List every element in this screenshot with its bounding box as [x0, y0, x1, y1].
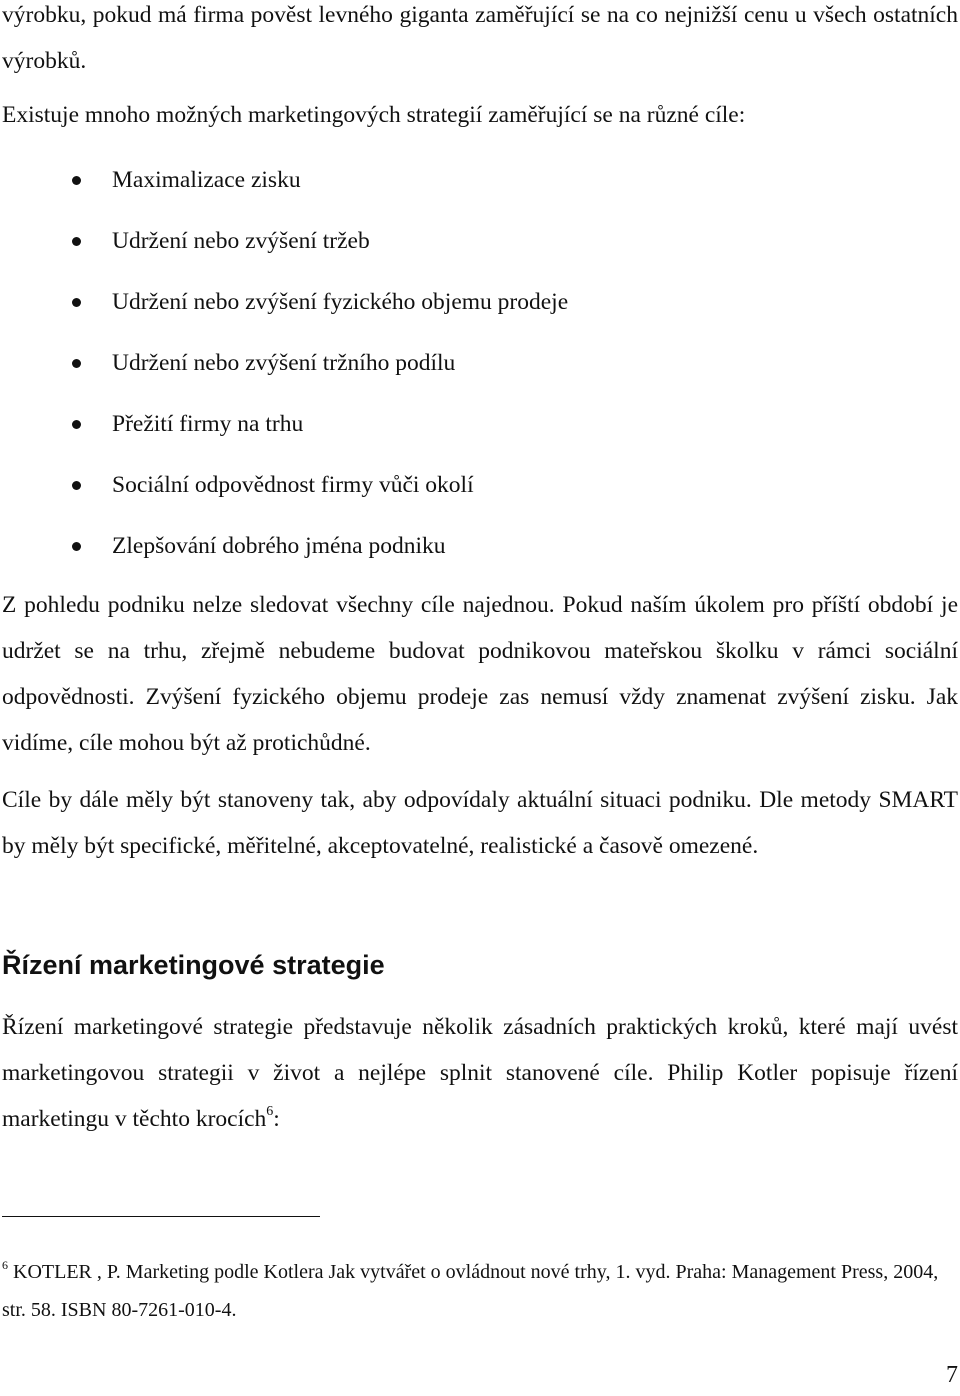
list-item	[0, 394, 568, 455]
list-item-text: Maximalizace zisku	[112, 167, 301, 193]
bullet-icon	[72, 359, 81, 368]
footnote-number: 6	[2, 1258, 8, 1272]
strategy-goals-list	[0, 150, 568, 577]
footnote-reference: 6	[266, 1104, 274, 1119]
list-item	[0, 211, 568, 272]
bullet-icon	[72, 420, 81, 429]
bullet-icon	[72, 481, 81, 490]
list-item-text: Udržení nebo zvýšení fyzického objemu prodeje	[112, 289, 569, 315]
paragraph-text: Řízení marketingové strategie představuje několik zásadních praktických kroků, které mají uvést marketingovou strategii v život a nejlépe splnit stanovené cíle. Philip Kotler popisuje řízení marketingu v těchto krocích	[2, 1014, 958, 1132]
section-heading: Řízení marketingové strategie	[2, 950, 385, 980]
footnote	[2, 1253, 958, 1329]
list-item-text: Zlepšování dobrého jména podniku	[112, 533, 446, 559]
bullet-icon	[72, 176, 81, 185]
list-item	[0, 333, 568, 394]
list-item	[0, 150, 568, 211]
footnote-separator	[2, 1216, 320, 1217]
list-item	[0, 516, 568, 577]
paragraph-colon: :	[273, 1106, 280, 1132]
list-item-text: Udržení nebo zvýšení tržeb	[112, 228, 370, 254]
list-item-text: Udržení nebo zvýšení tržního podílu	[112, 350, 456, 376]
footnote-text: KOTLER , P. Marketing podle Kotlera Jak vytvářet o ovládnout nové trhy, 1. vyd. Praha: Management Press, 2004, str. 58. ISBN 80-7261-010-4.	[2, 1261, 939, 1321]
list-item	[0, 455, 568, 516]
page-number: 7	[946, 1362, 958, 1388]
bullet-icon	[72, 298, 81, 307]
paragraph-intro-continuation: výrobku, pokud má firma pověst levného giganta zaměřující se na co nejnižší cenu u všech ostatních výrobků.	[2, 2, 958, 74]
paragraph-goals-conflict: Z pohledu podniku nelze sledovat všechny cíle najednou. Pokud naším úkolem pro příští období je udržet se na trhu, zřejmě nebudeme budovat podnikovou mateřskou školku v rámci sociální odpovědnosti. Zvýšení fyzického objemu prodeje zas nemusí vždy znamenat zvýšení zisku. Jak vidíme, cíle mohou být až protichůdné.	[2, 592, 958, 756]
list-item-text: Sociální odpovědnost firmy vůči okolí	[112, 472, 474, 498]
paragraph-strategy-management	[2, 1004, 958, 1142]
bullet-icon	[72, 542, 81, 551]
list-item-text: Přežití firmy na trhu	[112, 411, 304, 437]
paragraph-smart-goals: Cíle by dále měly být stanoveny tak, aby odpovídaly aktuální situaci podniku. Dle metody SMART by měly být specifické, měřitelné, akceptovatelné, realistické a časově omezené.	[2, 787, 958, 859]
bullet-icon	[72, 237, 81, 246]
list-item	[0, 272, 568, 333]
paragraph-strategies-intro: Existuje mnoho možných marketingových strategií zaměřující se na různé cíle:	[2, 102, 746, 128]
